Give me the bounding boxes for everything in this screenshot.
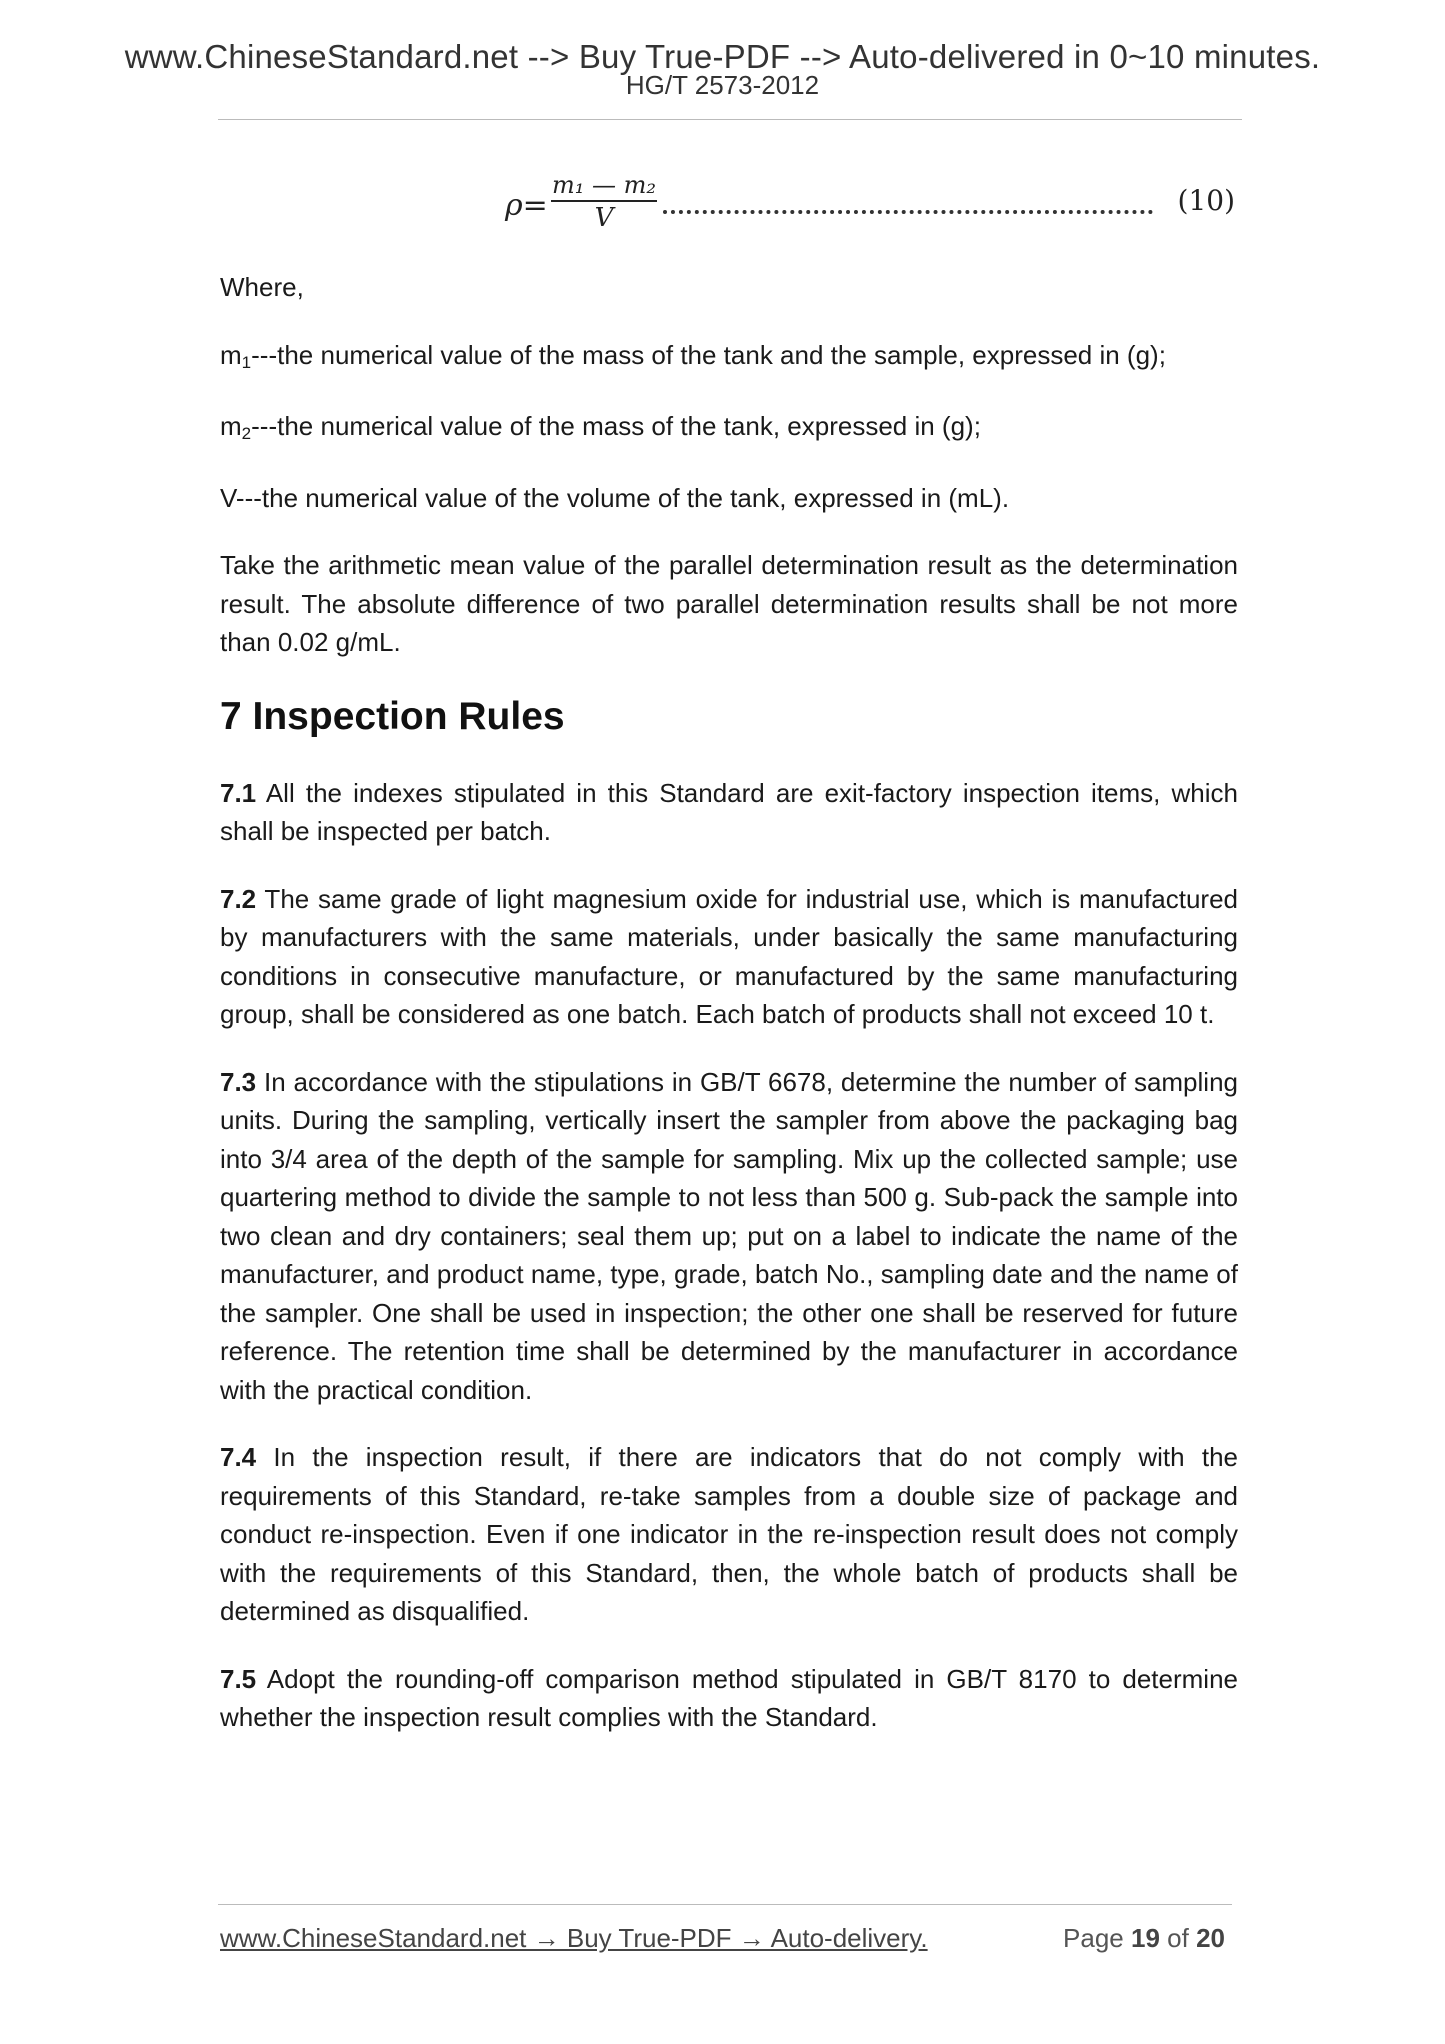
footer-buy-link[interactable]: www.ChineseStandard.net → Buy True-PDF → Auto-delivery. [220, 1923, 928, 1953]
page-of-label: of [1167, 1923, 1189, 1953]
clause-number: 7.2 [220, 883, 257, 914]
equation-number: (10) [1177, 184, 1235, 217]
clause-number: 7.4 [220, 1442, 257, 1472]
clause-text: All the indexes stipulated in this Standard are exit-factory inspection items, which shall be inspected per batch. [220, 777, 1238, 846]
m1-subscript: 1 [241, 352, 252, 372]
clause-7-1 [220, 774, 1238, 851]
clause-text: Adopt the rounding-off comparison method stipulated in GB/T 8170 to determine whether the inspection result complies with the Standard. [220, 1663, 1238, 1732]
footer-divider [218, 1904, 1232, 1905]
where-m1 [220, 336, 1238, 379]
clause-number: 7.5 [220, 1663, 257, 1694]
clause-7-2 [220, 880, 1238, 1034]
where-m2 [220, 407, 1238, 450]
clause-number: 7.1 [220, 777, 257, 808]
page-label: Page [1063, 1923, 1124, 1953]
document-body [220, 268, 1238, 1766]
formula-denominator: V [594, 203, 614, 233]
m2-symbol: m [220, 411, 242, 441]
clause-7-4 [220, 1438, 1238, 1631]
standard-code: HG/T 2573-2012 [625, 70, 820, 100]
formula-fraction [549, 170, 659, 234]
header-banner: www.ChineseStandard.net --> Buy True-PDF --> Auto-delivered in 0~10 minutes. [124, 38, 1321, 75]
m1-symbol: m [220, 339, 242, 370]
formula-lhs: ρ= [505, 188, 548, 223]
page-indicator [1063, 1923, 1225, 1954]
page-total: 20 [1196, 1923, 1225, 1953]
clause-7-3 [220, 1063, 1238, 1410]
formula-leader-dots [663, 184, 1153, 214]
m2-subscript: 2 [241, 424, 252, 443]
where-intro: Where, [220, 272, 304, 302]
clause-text: The same grade of light magnesium oxide for industrial use, which is manufactured by manufacturers with the same materials, under basically the same manufacturing conditions in consecutive manufacture, or manufactured by the same manufacturing group, shall be considered as one batch. Each batch of products shall not exceed 10 t. [220, 883, 1238, 1029]
density-formula [505, 170, 1235, 240]
page-current: 19 [1131, 1923, 1160, 1953]
where-v: V---the numerical value of the volume of the tank, expressed in (mL). [220, 482, 1010, 513]
header-divider [218, 119, 1242, 120]
result-paragraph: Take the arithmetic mean value of the parallel determination result as the determination result. The absolute difference of two parallel determination results shall be not more than 0.02 g/mL. [220, 550, 1238, 657]
clause-text: In the inspection result, if there are indicators that do not comply with the requirements of this Standard, re-take samples from a double size of package and conduct re-inspection. Even if one indicator in the re-inspection result does not comply with the requirements of this Standard, then, the whole batch of products shall be determined as disqualified. [220, 1442, 1238, 1626]
clause-text: In accordance with the stipulations in GB/T 6678, determine the number of sampling units. During the sampling, vertically insert the sampler from above the packaging bag into 3/4 area of the depth of the sample for sampling. Mix up the collected sample; use quartering method to divide the sample to not less than 500 g. Sub-pack the sample into two clean and dry containers; seal them up; put on a label to indicate the name of the manufacturer, and product name, type, grade, batch No., sampling date and the name of the sampler. One shall be used in inspection; the other one shall be reserved for future reference. The retention time shall be determined by the manufacturer in accordance with the practical condition. [220, 1066, 1238, 1405]
clause-7-5 [220, 1660, 1238, 1737]
clause-number: 7.3 [220, 1066, 257, 1097]
formula-numerator: m₁ — m₂ [551, 171, 656, 199]
section-heading: 7 Inspection Rules [220, 694, 565, 738]
m2-definition: ---the numerical value of the mass of the tank, expressed in (g); [251, 411, 981, 441]
m1-definition: ---the numerical value of the mass of the tank and the sample, expressed in (g); [251, 339, 1166, 370]
